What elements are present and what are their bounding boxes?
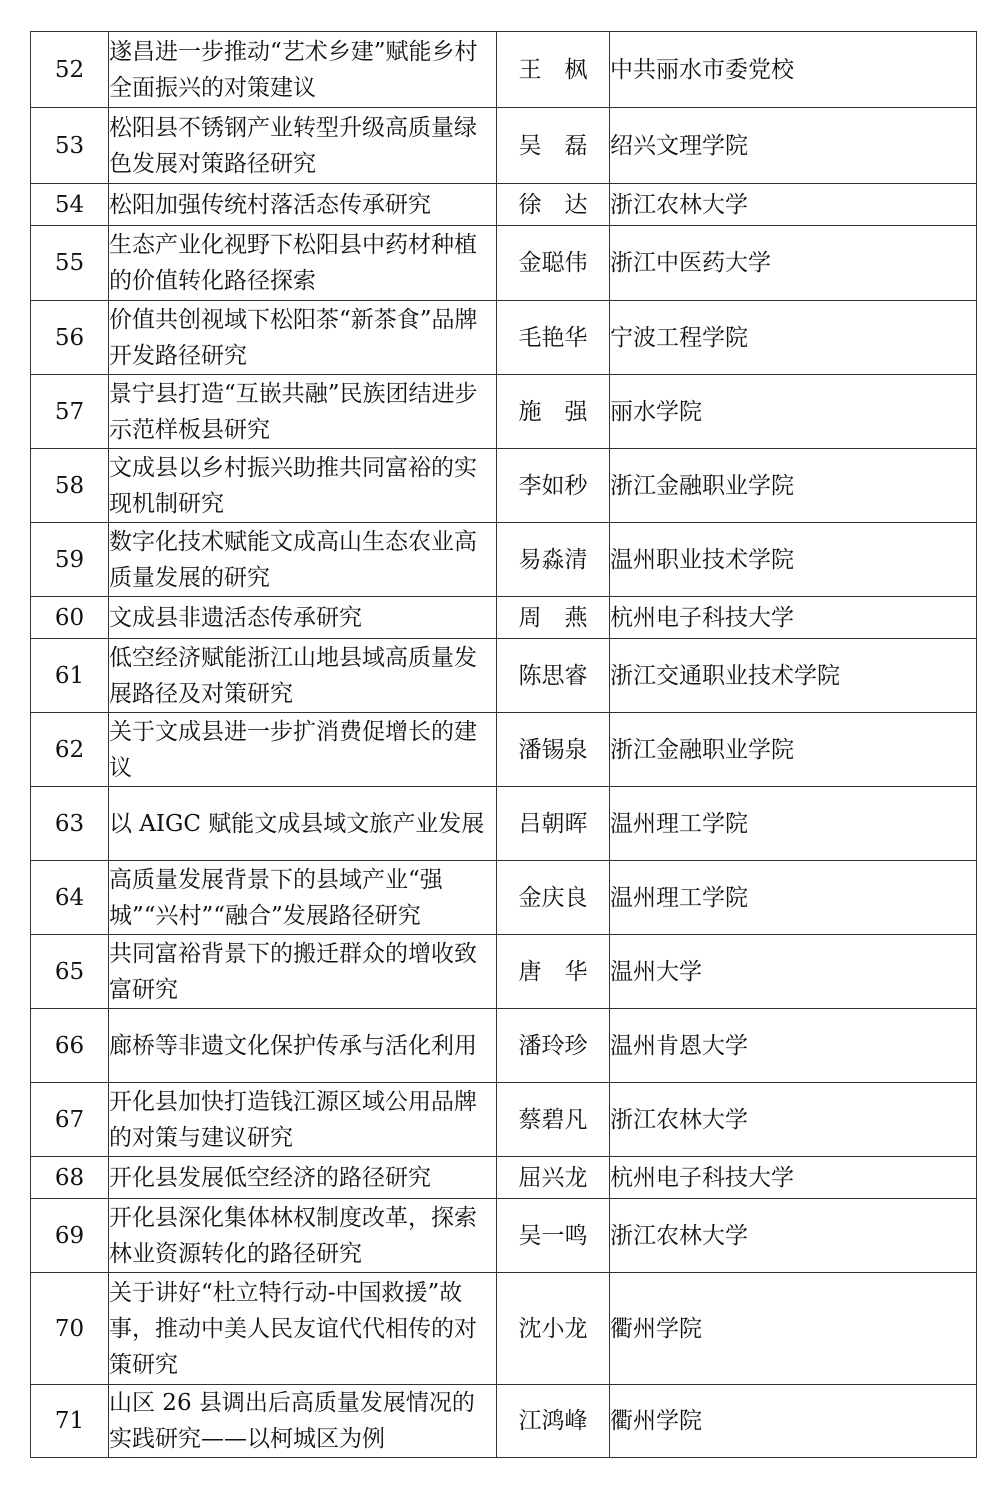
author-name: 施 强: [497, 375, 610, 449]
institution: 杭州电子科技大学: [610, 597, 977, 639]
table-row: [31, 1083, 977, 1157]
row-number: 67: [31, 1083, 109, 1157]
row-number: 65: [31, 935, 109, 1009]
project-title: 松阳县不锈钢产业转型升级高质量绿色发展对策路径研究: [109, 108, 497, 184]
institution: 温州理工学院: [610, 787, 977, 861]
institution: 浙江农林大学: [610, 1083, 977, 1157]
project-title: 数字化技术赋能文成高山生态农业高质量发展的研究: [109, 523, 497, 597]
table-body: [31, 32, 977, 1458]
project-title: 景宁县打造“互嵌共融”民族团结进步示范样板县研究: [109, 375, 497, 449]
table-row: [31, 1273, 977, 1385]
table-row: [31, 449, 977, 523]
row-number: 57: [31, 375, 109, 449]
table-row: [31, 639, 977, 713]
table-row: [31, 375, 977, 449]
project-title: 松阳加强传统村落活态传承研究: [109, 184, 497, 226]
table-row: [31, 787, 977, 861]
institution: 中共丽水市委党校: [610, 32, 977, 108]
table-row: [31, 861, 977, 935]
institution: 浙江交通职业技术学院: [610, 639, 977, 713]
project-table: [30, 31, 977, 1458]
project-title: 低空经济赋能浙江山地县域高质量发展路径及对策研究: [109, 639, 497, 713]
institution: 浙江金融职业学院: [610, 449, 977, 523]
project-title: 高质量发展背景下的县域产业“强城”“兴村”“融合”发展路径研究: [109, 861, 497, 935]
author-name: 金聪伟: [497, 226, 610, 301]
institution: 浙江金融职业学院: [610, 713, 977, 787]
institution: 温州大学: [610, 935, 977, 1009]
table-row: [31, 108, 977, 184]
author-name: 李如秒: [497, 449, 610, 523]
project-title: 关于讲好“杜立特行动-中国救援”故事，推动中美人民友谊代代相传的对策研究: [109, 1273, 497, 1385]
table-row: [31, 1199, 977, 1273]
row-number: 61: [31, 639, 109, 713]
author-name: 蔡碧凡: [497, 1083, 610, 1157]
project-title: 文成县以乡村振兴助推共同富裕的实现机制研究: [109, 449, 497, 523]
row-number: 56: [31, 301, 109, 375]
project-title: 文成县非遗活态传承研究: [109, 597, 497, 639]
institution: 温州理工学院: [610, 861, 977, 935]
row-number: 59: [31, 523, 109, 597]
institution: 温州肯恩大学: [610, 1009, 977, 1083]
project-title: 以 AIGC 赋能文成县域文旅产业发展: [109, 787, 497, 861]
project-title: 遂昌进一步推动“艺术乡建”赋能乡村全面振兴的对策建议: [109, 32, 497, 108]
table-row: [31, 597, 977, 639]
author-name: 吕朝晖: [497, 787, 610, 861]
project-title: 山区 26 县调出后高质量发展情况的实践研究——以柯城区为例: [109, 1385, 497, 1458]
author-name: 徐 达: [497, 184, 610, 226]
author-name: 周 燕: [497, 597, 610, 639]
author-name: 吴 磊: [497, 108, 610, 184]
institution: 绍兴文理学院: [610, 108, 977, 184]
table-row: [31, 1009, 977, 1083]
author-name: 陈思睿: [497, 639, 610, 713]
row-number: 66: [31, 1009, 109, 1083]
institution: 温州职业技术学院: [610, 523, 977, 597]
row-number: 68: [31, 1157, 109, 1199]
row-number: 53: [31, 108, 109, 184]
row-number: 54: [31, 184, 109, 226]
table-row: [31, 1385, 977, 1458]
institution: 丽水学院: [610, 375, 977, 449]
author-name: 吴一鸣: [497, 1199, 610, 1273]
project-title: 开化县深化集体林权制度改革，探索林业资源转化的路径研究: [109, 1199, 497, 1273]
author-name: 潘玲珍: [497, 1009, 610, 1083]
project-title: 开化县加快打造钱江源区域公用品牌的对策与建议研究: [109, 1083, 497, 1157]
row-number: 69: [31, 1199, 109, 1273]
project-title: 生态产业化视野下松阳县中药材种植的价值转化路径探索: [109, 226, 497, 301]
table-row: [31, 184, 977, 226]
table-row: [31, 301, 977, 375]
institution: 衢州学院: [610, 1385, 977, 1458]
institution: 杭州电子科技大学: [610, 1157, 977, 1199]
institution: 宁波工程学院: [610, 301, 977, 375]
project-title: 开化县发展低空经济的路径研究: [109, 1157, 497, 1199]
author-name: 毛艳华: [497, 301, 610, 375]
row-number: 55: [31, 226, 109, 301]
project-title: 廊桥等非遗文化保护传承与活化利用: [109, 1009, 497, 1083]
author-name: 金庆良: [497, 861, 610, 935]
row-number: 70: [31, 1273, 109, 1385]
table-row: [31, 523, 977, 597]
row-number: 60: [31, 597, 109, 639]
row-number: 62: [31, 713, 109, 787]
author-name: 潘锡泉: [497, 713, 610, 787]
institution: 浙江中医药大学: [610, 226, 977, 301]
author-name: 江鸿峰: [497, 1385, 610, 1458]
row-number: 63: [31, 787, 109, 861]
author-name: 屈兴龙: [497, 1157, 610, 1199]
project-title: 价值共创视域下松阳茶“新茶食”品牌开发路径研究: [109, 301, 497, 375]
project-title: 共同富裕背景下的搬迁群众的增收致富研究: [109, 935, 497, 1009]
row-number: 52: [31, 32, 109, 108]
table-row: [31, 1157, 977, 1199]
table-row: [31, 32, 977, 108]
table-row: [31, 935, 977, 1009]
institution: 浙江农林大学: [610, 1199, 977, 1273]
author-name: 沈小龙: [497, 1273, 610, 1385]
project-title: 关于文成县进一步扩消费促增长的建议: [109, 713, 497, 787]
row-number: 64: [31, 861, 109, 935]
table-row: [31, 226, 977, 301]
table-row: [31, 713, 977, 787]
author-name: 王 枫: [497, 32, 610, 108]
row-number: 71: [31, 1385, 109, 1458]
institution: 浙江农林大学: [610, 184, 977, 226]
institution: 衢州学院: [610, 1273, 977, 1385]
author-name: 易淼清: [497, 523, 610, 597]
row-number: 58: [31, 449, 109, 523]
author-name: 唐 华: [497, 935, 610, 1009]
